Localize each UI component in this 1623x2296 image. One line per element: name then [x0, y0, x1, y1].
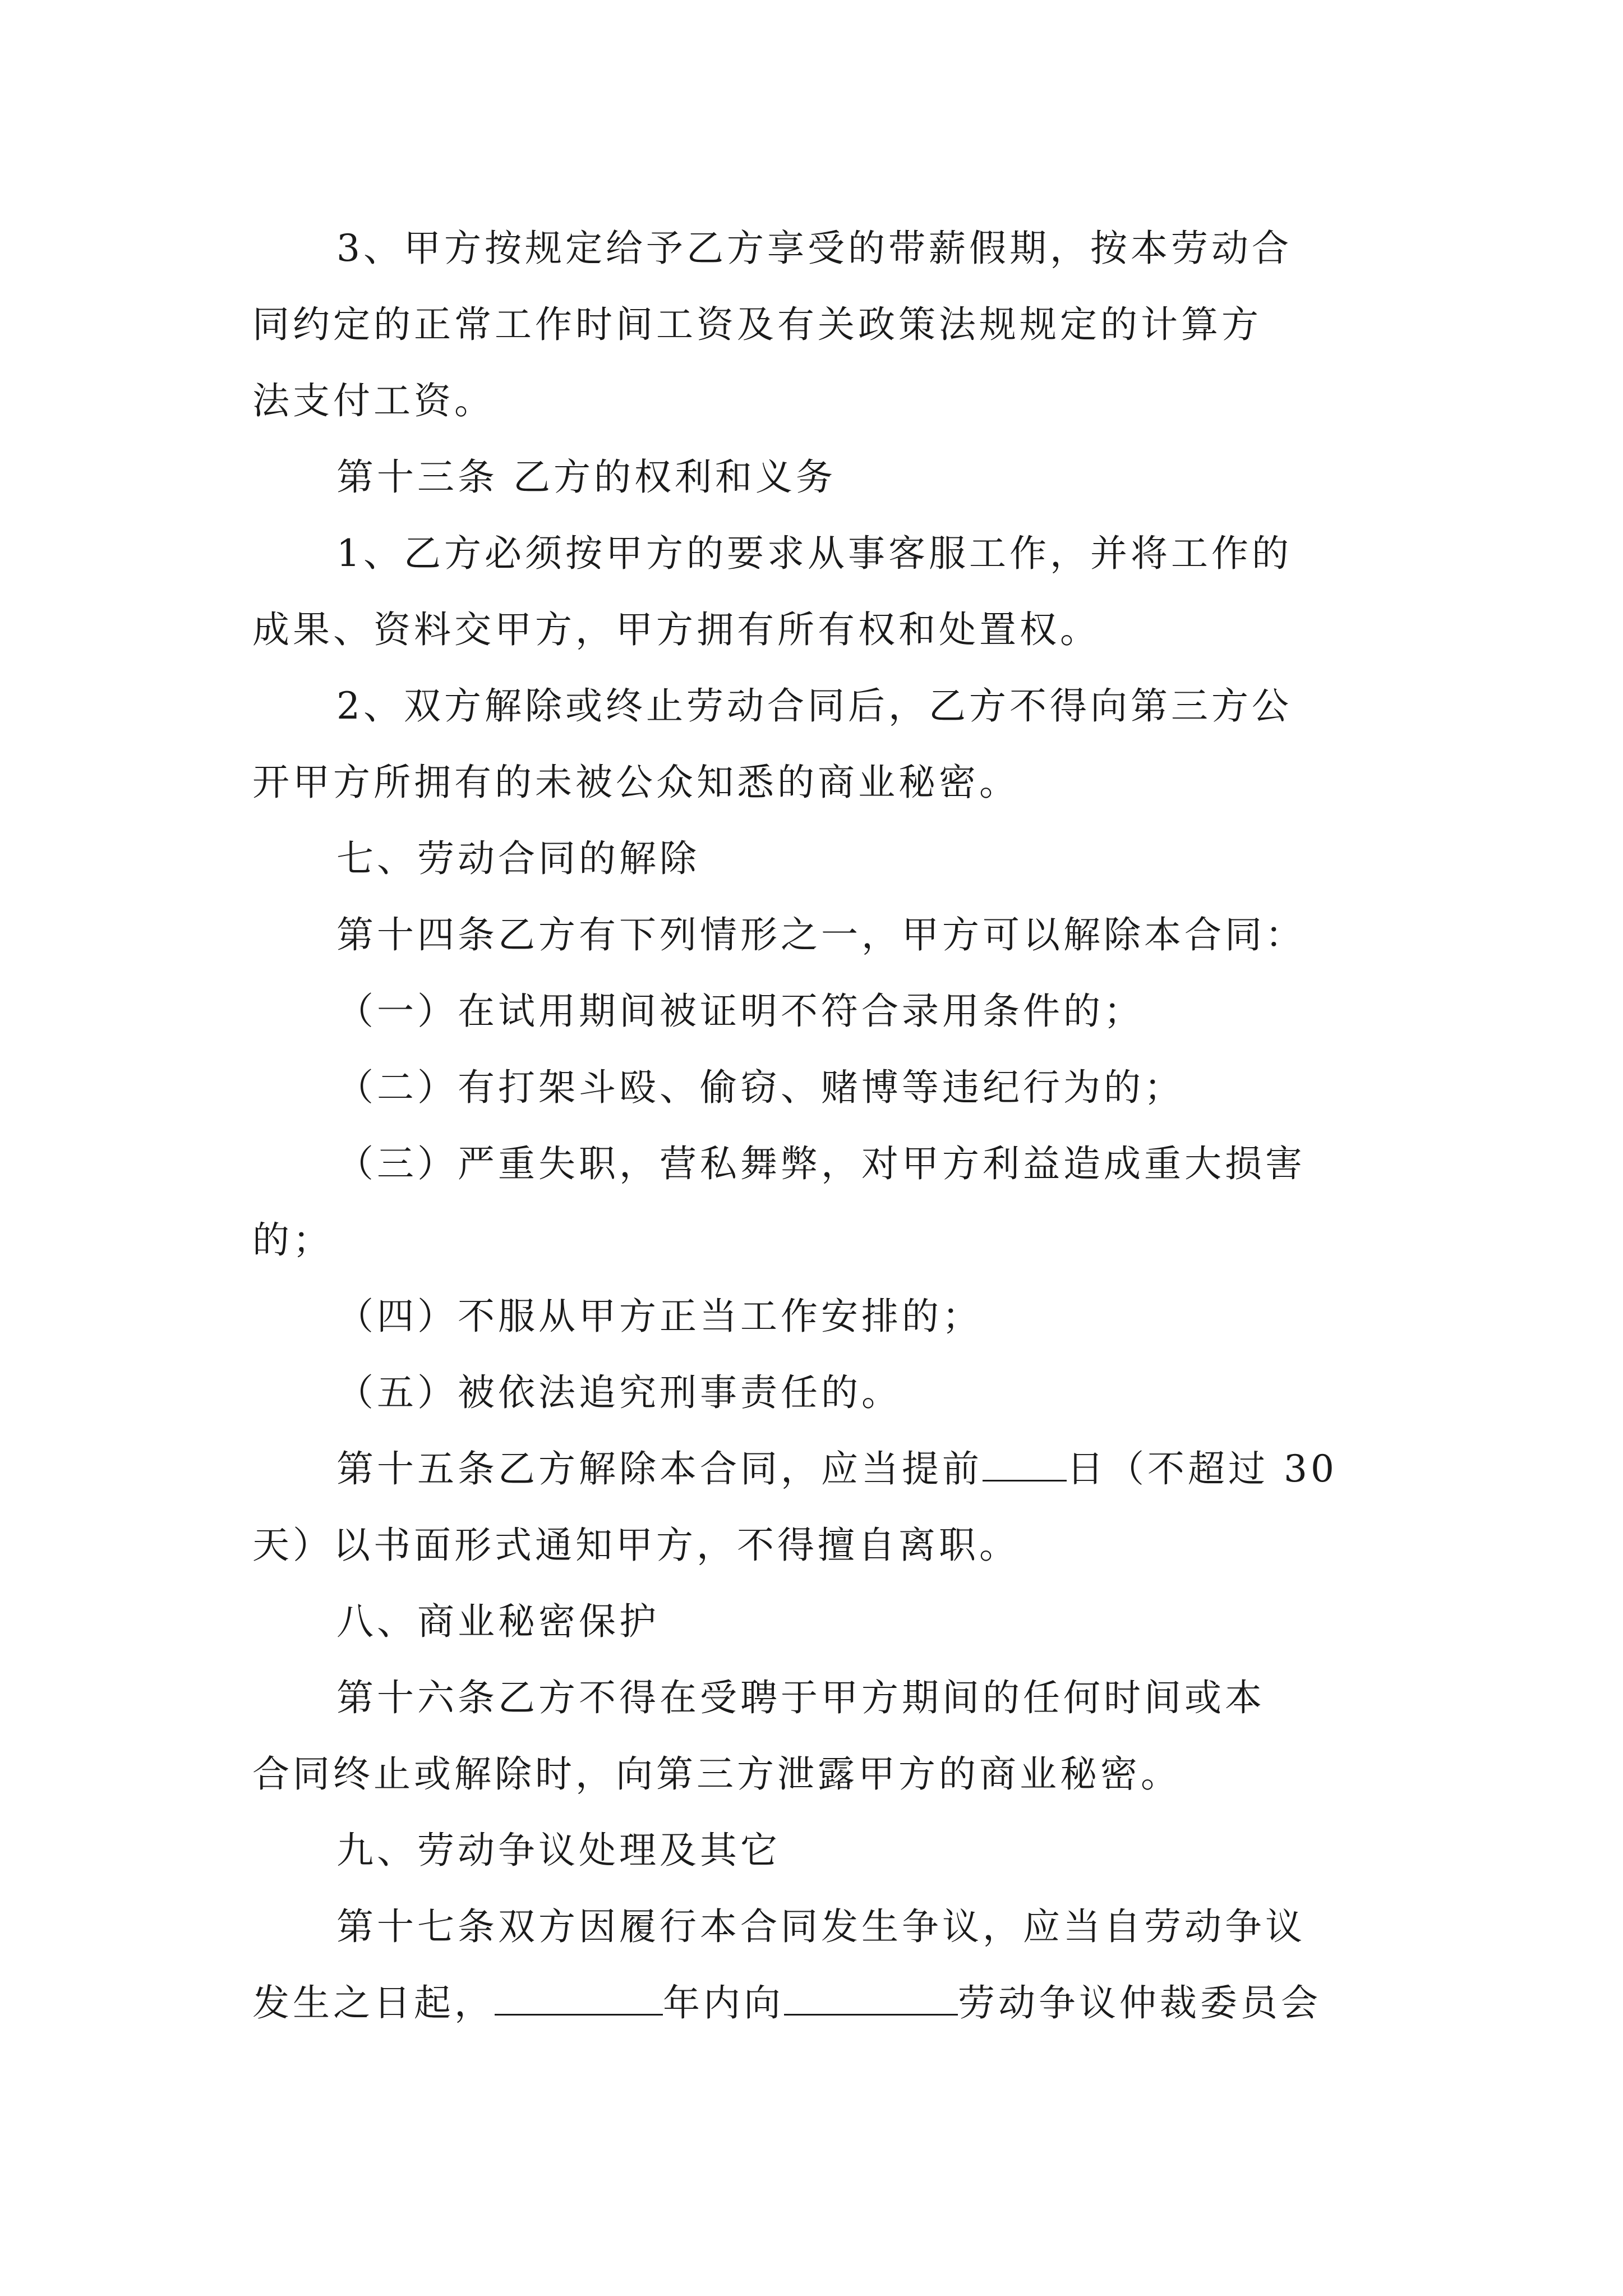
heading-section-8 — [252, 1584, 1380, 1660]
text-line: （一）在试用期间被证明不符合录用条件的； — [336, 990, 1144, 1033]
paragraph-article-15 — [252, 1431, 1380, 1584]
list-item-3 — [252, 1126, 1380, 1278]
text-line: （二）有打架斗殴、偷窃、赌博等违纪行为的； — [336, 1066, 1184, 1109]
text-line: 开甲方所拥有的未被公众知悉的商业秘密。 — [252, 761, 1020, 804]
text-line: 3、甲方按规定给予乙方享受的带薪假期，按本劳动合 — [336, 227, 1292, 270]
text-segment: 发生之日起， — [252, 1981, 495, 2024]
text-line: 合同终止或解除时，向第三方泄露甲方的商业秘密。 — [252, 1752, 1181, 1796]
list-item-2 — [252, 1050, 1380, 1126]
text-line: 2、双方解除或终止劳动合同后，乙方不得向第三方公 — [336, 684, 1292, 728]
text-segment: 日（不超过 30 — [1067, 1447, 1338, 1490]
paragraph-article-17 — [252, 1889, 1380, 2041]
fill-in-blank — [495, 1980, 663, 2016]
text-line: 1、乙方必须按甲方的要求从事客服工作，并将工作的 — [336, 532, 1292, 575]
paragraph-duty-1 — [252, 516, 1380, 668]
heading-section-7 — [252, 821, 1380, 897]
text-segment: 第十五条乙方解除本合同，应当提前 — [336, 1447, 983, 1490]
heading-article-13 — [252, 439, 1380, 516]
text-line: 九、劳动争议处理及其它 — [336, 1829, 781, 1872]
text-line: （四）不服从甲方正当工作安排的； — [336, 1295, 983, 1338]
paragraph-paid-leave — [252, 210, 1380, 439]
text-line — [252, 1965, 1380, 2041]
text-line: 第十六条乙方不得在受聘于甲方期间的任何时间或本 — [336, 1676, 1265, 1719]
text-line: 同约定的正常工作时间工资及有关政策法规规定的计算方 — [252, 303, 1262, 346]
paragraph-duty-2 — [252, 668, 1380, 821]
text-segment: 年内向 — [663, 1981, 784, 2024]
text-line: 七、劳动合同的解除 — [336, 837, 700, 880]
text-line: 天）以书面形式通知甲方，不得擅自离职。 — [252, 1524, 1020, 1567]
text-line: 成果、资料交甲方，甲方拥有所有权和处置权。 — [252, 608, 1100, 651]
text-line: （五）被依法追究刑事责任的。 — [336, 1371, 902, 1414]
text-line: （三）严重失职，营私舞弊，对甲方利益造成重大损害 — [336, 1142, 1306, 1185]
fill-in-blank — [784, 1980, 958, 2016]
paragraph-article-14 — [252, 897, 1380, 973]
list-item-5 — [252, 1355, 1380, 1431]
text-line — [252, 1431, 1380, 1507]
text-line: 第十三条 乙方的权利和义务 — [336, 455, 836, 499]
paragraph-article-16 — [252, 1660, 1380, 1812]
text-segment: 劳动争议仲裁委员会 — [958, 1981, 1321, 2024]
text-line: 的； — [252, 1218, 333, 1262]
list-item-4 — [252, 1278, 1380, 1355]
list-item-1 — [252, 973, 1380, 1050]
heading-section-9 — [252, 1812, 1380, 1889]
text-line: 第十四条乙方有下列情形之一，甲方可以解除本合同： — [336, 913, 1306, 956]
text-line: 法支付工资。 — [252, 379, 495, 422]
document-body — [252, 210, 1380, 2041]
fill-in-blank — [983, 1446, 1067, 1481]
text-line: 八、商业秘密保护 — [336, 1600, 660, 1643]
text-line: 第十七条双方因履行本合同发生争议，应当自劳动争议 — [336, 1905, 1306, 1948]
